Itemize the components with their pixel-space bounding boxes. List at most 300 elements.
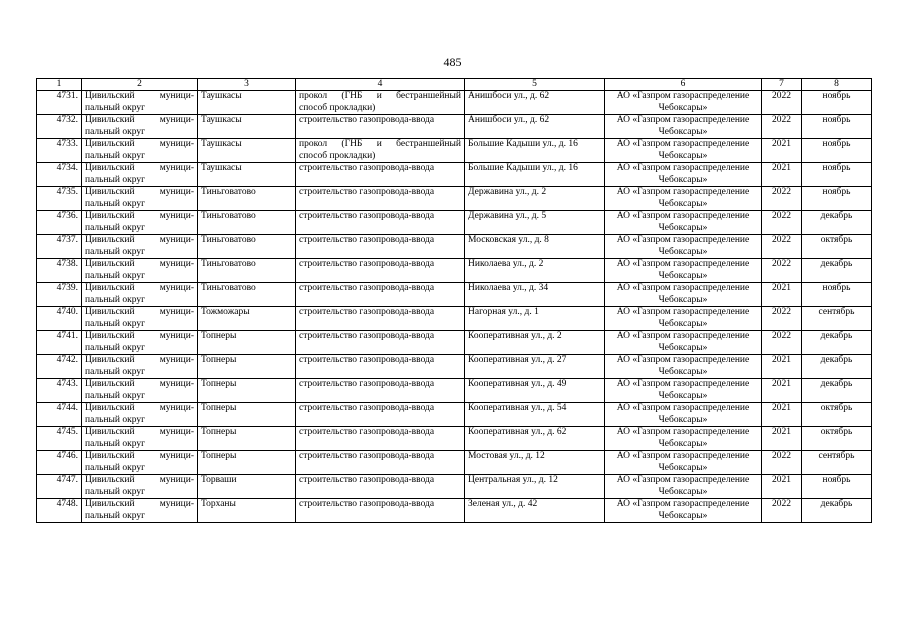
month: октябрь — [820, 427, 853, 437]
column-header: 1 — [37, 79, 82, 91]
district-line-1: Цивильский муници- — [85, 235, 194, 245]
work-type-line-1: строительство газопровода-ввода — [299, 331, 435, 341]
village-name: Топнеры — [201, 451, 237, 461]
page-number: 485 — [443, 55, 462, 69]
village-name: Топнеры — [201, 427, 237, 437]
year: 2021 — [772, 475, 791, 485]
organization-line-2: Чебоксары» — [658, 486, 708, 497]
organization-line-2: Чебоксары» — [658, 102, 708, 113]
address-cell — [465, 91, 605, 115]
district-line-2: пальный округ — [85, 438, 146, 449]
address-cell — [465, 403, 605, 427]
year-cell — [762, 187, 802, 211]
district-cell — [82, 283, 198, 307]
organization-line-1: АО «Газпром газораспределение — [616, 379, 750, 389]
district-cell — [82, 307, 198, 331]
month: сентябрь — [818, 451, 855, 461]
work-type-line-1: строительство газопровода-ввода — [299, 451, 435, 461]
organization-line-2: Чебоксары» — [658, 174, 708, 185]
month: ноябрь — [822, 187, 851, 197]
address: Зеленая ул., д. 42 — [468, 499, 538, 509]
organization-line-2: Чебоксары» — [658, 414, 708, 425]
district-line-2: пальный округ — [85, 510, 146, 521]
column-header: 4 — [296, 79, 465, 91]
district-line-2: пальный округ — [85, 126, 146, 137]
month-cell — [802, 163, 872, 187]
row-number: 4736. — [56, 211, 78, 221]
month: октябрь — [820, 403, 853, 413]
row-number-cell — [37, 115, 82, 139]
organization-line-1: АО «Газпром газораспределение — [616, 211, 750, 221]
organization-line-2: Чебоксары» — [658, 366, 708, 377]
year: 2021 — [772, 163, 791, 173]
address-cell — [465, 163, 605, 187]
year-cell — [762, 115, 802, 139]
district-cell — [82, 163, 198, 187]
village-cell — [198, 475, 296, 499]
address-cell — [465, 427, 605, 451]
district-line-2: пальный округ — [85, 246, 146, 257]
year: 2022 — [772, 187, 791, 197]
address: Большие Кадыши ул., д. 16 — [468, 139, 578, 149]
organization-line-2: Чебоксары» — [658, 126, 708, 137]
row-number: 4744. — [56, 403, 78, 413]
work-type-cell — [296, 211, 465, 235]
year-cell — [762, 259, 802, 283]
district-cell — [82, 235, 198, 259]
organization-cell — [605, 403, 762, 427]
district-line-2: пальный округ — [85, 486, 146, 497]
year: 2021 — [772, 403, 791, 413]
year-cell — [762, 427, 802, 451]
table-row — [37, 379, 872, 403]
organization-cell — [605, 379, 762, 403]
work-type-line-1: строительство газопровода-ввода — [299, 187, 435, 197]
organization-cell — [605, 91, 762, 115]
address: Кооперативная ул., д. 2 — [468, 331, 562, 341]
table-row — [37, 331, 872, 355]
address-cell — [465, 259, 605, 283]
row-number-cell — [37, 427, 82, 451]
district-line-2: пальный округ — [85, 270, 146, 281]
organization-line-2: Чебоксары» — [658, 510, 708, 521]
district-line-2: пальный округ — [85, 414, 146, 425]
organization-line-1: АО «Газпром газораспределение — [616, 475, 750, 485]
row-number: 4738. — [56, 259, 78, 269]
month-cell — [802, 379, 872, 403]
work-type-line-1: строительство газопровода-ввода — [299, 163, 435, 173]
organization-line-1: АО «Газпром газораспределение — [616, 115, 750, 125]
month: ноябрь — [822, 163, 851, 173]
organization-cell — [605, 259, 762, 283]
district-cell — [82, 115, 198, 139]
row-number-cell — [37, 187, 82, 211]
table-row — [37, 115, 872, 139]
work-type-line-1: строительство газопровода-ввода — [299, 211, 435, 221]
village-cell — [198, 163, 296, 187]
organization-line-2: Чебоксары» — [658, 342, 708, 353]
organization-cell — [605, 139, 762, 163]
year: 2021 — [772, 139, 791, 149]
organization-line-1: АО «Газпром газораспределение — [616, 331, 750, 341]
row-number: 4748. — [56, 499, 78, 509]
month-cell — [802, 427, 872, 451]
month: декабрь — [820, 331, 853, 341]
address: Анишбоси ул., д. 62 — [468, 115, 550, 125]
village-cell — [198, 211, 296, 235]
month: декабрь — [820, 499, 853, 509]
district-line-2: пальный округ — [85, 150, 146, 161]
year: 2022 — [772, 211, 791, 221]
work-type-cell — [296, 259, 465, 283]
year-cell — [762, 403, 802, 427]
district-cell — [82, 451, 198, 475]
address-cell — [465, 283, 605, 307]
address: Кооперативная ул., д. 62 — [468, 427, 567, 437]
month-cell — [802, 139, 872, 163]
month: ноябрь — [822, 115, 851, 125]
work-type-cell — [296, 331, 465, 355]
district-cell — [82, 475, 198, 499]
district-line-1: Цивильский муници- — [85, 379, 194, 389]
district-line-1: Цивильский муници- — [85, 355, 194, 365]
month-cell — [802, 211, 872, 235]
village-name: Тожможары — [201, 307, 250, 317]
address: Кооперативная ул., д. 27 — [468, 355, 567, 365]
month: ноябрь — [822, 283, 851, 293]
work-type-line-1: строительство газопровода-ввода — [299, 427, 435, 437]
row-number: 4746. — [56, 451, 78, 461]
year: 2021 — [772, 427, 791, 437]
row-number: 4739. — [56, 283, 78, 293]
village-name: Топнеры — [201, 355, 237, 365]
address: Державина ул., д. 5 — [468, 211, 547, 221]
work-type-cell — [296, 499, 465, 523]
village-name: Тиньговатово — [201, 187, 256, 197]
row-number: 4741. — [56, 331, 78, 341]
column-header: 5 — [465, 79, 605, 91]
row-number-cell — [37, 475, 82, 499]
village-cell — [198, 91, 296, 115]
work-type-line-1: строительство газопровода-ввода — [299, 307, 435, 317]
table-row — [37, 355, 872, 379]
year: 2022 — [772, 451, 791, 461]
year: 2022 — [772, 307, 791, 317]
work-type-cell — [296, 283, 465, 307]
village-name: Тиньговатово — [201, 235, 256, 245]
district-cell — [82, 91, 198, 115]
table-row — [37, 427, 872, 451]
year-cell — [762, 235, 802, 259]
table-row — [37, 211, 872, 235]
row-number: 4733. — [56, 139, 78, 149]
district-line-1: Цивильский муници- — [85, 451, 194, 461]
row-number-cell — [37, 235, 82, 259]
district-cell — [82, 139, 198, 163]
table-row — [37, 139, 872, 163]
year-cell — [762, 163, 802, 187]
month: декабрь — [820, 259, 853, 269]
month-cell — [802, 283, 872, 307]
organization-cell — [605, 499, 762, 523]
district-line-1: Цивильский муници- — [85, 91, 194, 101]
table-row — [37, 451, 872, 475]
district-line-1: Цивильский муници- — [85, 259, 194, 269]
work-type-line-1: строительство газопровода-ввода — [299, 379, 435, 389]
month-cell — [802, 499, 872, 523]
year: 2022 — [772, 331, 791, 341]
year-cell — [762, 355, 802, 379]
work-type-cell — [296, 91, 465, 115]
district-cell — [82, 499, 198, 523]
year: 2022 — [772, 115, 791, 125]
village-cell — [198, 259, 296, 283]
address: Мостовая ул., д. 12 — [468, 451, 545, 461]
district-line-2: пальный округ — [85, 462, 146, 473]
address-cell — [465, 211, 605, 235]
district-cell — [82, 259, 198, 283]
year-cell — [762, 331, 802, 355]
month: декабрь — [820, 379, 853, 389]
organization-cell — [605, 475, 762, 499]
address-cell — [465, 355, 605, 379]
district-line-2: пальный округ — [85, 198, 146, 209]
village-name: Торханы — [201, 499, 236, 509]
district-line-1: Цивильский муници- — [85, 283, 194, 293]
row-number: 4731. — [56, 91, 78, 101]
work-type-cell — [296, 475, 465, 499]
year-cell — [762, 451, 802, 475]
table-body — [37, 91, 872, 523]
village-cell — [198, 427, 296, 451]
table-row — [37, 283, 872, 307]
year-cell — [762, 211, 802, 235]
table-row — [37, 187, 872, 211]
work-type-line-1: строительство газопровода-ввода — [299, 259, 435, 269]
village-cell — [198, 499, 296, 523]
address-cell — [465, 379, 605, 403]
district-line-1: Цивильский муници- — [85, 139, 194, 149]
organization-line-1: АО «Газпром газораспределение — [616, 307, 750, 317]
organization-cell — [605, 163, 762, 187]
work-type-line-1: прокол (ГНБ и бестраншейный — [299, 91, 461, 101]
district-line-2: пальный округ — [85, 342, 146, 353]
month-cell — [802, 475, 872, 499]
address: Московская ул., д. 8 — [468, 235, 549, 245]
month: октябрь — [820, 235, 853, 245]
row-number-cell — [37, 259, 82, 283]
organization-line-2: Чебоксары» — [658, 270, 708, 281]
month-cell — [802, 403, 872, 427]
work-type-line-2: способ прокладки) — [299, 150, 376, 161]
district-cell — [82, 211, 198, 235]
row-number: 4743. — [56, 379, 78, 389]
village-name: Таушкасы — [201, 91, 242, 101]
month-cell — [802, 451, 872, 475]
work-type-cell — [296, 307, 465, 331]
work-type-line-1: строительство газопровода-ввода — [299, 475, 435, 485]
month: декабрь — [820, 355, 853, 365]
work-type-cell — [296, 427, 465, 451]
month-cell — [802, 307, 872, 331]
district-line-1: Цивильский муници- — [85, 115, 194, 125]
table-row — [37, 259, 872, 283]
organization-line-1: АО «Газпром газораспределение — [616, 139, 750, 149]
village-cell — [198, 379, 296, 403]
address: Анишбоси ул., д. 62 — [468, 91, 550, 101]
village-cell — [198, 283, 296, 307]
column-header: 8 — [802, 79, 872, 91]
address-cell — [465, 307, 605, 331]
organization-cell — [605, 307, 762, 331]
district-line-1: Цивильский муници- — [85, 427, 194, 437]
district-line-1: Цивильский муници- — [85, 307, 194, 317]
work-type-line-1: строительство газопровода-ввода — [299, 235, 435, 245]
row-number: 4742. — [56, 355, 78, 365]
village-cell — [198, 307, 296, 331]
district-line-1: Цивильский муници- — [85, 163, 194, 173]
village-cell — [198, 403, 296, 427]
row-number-cell — [37, 91, 82, 115]
district-line-2: пальный округ — [85, 174, 146, 185]
district-line-2: пальный округ — [85, 294, 146, 305]
work-type-cell — [296, 139, 465, 163]
column-header: 6 — [605, 79, 762, 91]
village-cell — [198, 331, 296, 355]
address-cell — [465, 187, 605, 211]
row-number-cell — [37, 163, 82, 187]
district-cell — [82, 355, 198, 379]
organization-line-2: Чебоксары» — [658, 462, 708, 473]
village-name: Топнеры — [201, 379, 237, 389]
work-type-cell — [296, 235, 465, 259]
organization-line-1: АО «Газпром газораспределение — [616, 163, 750, 173]
table-header-row — [37, 79, 872, 91]
work-type-line-1: строительство газопровода-ввода — [299, 403, 435, 413]
year: 2022 — [772, 235, 791, 245]
organization-line-2: Чебоксары» — [658, 222, 708, 233]
district-line-2: пальный округ — [85, 318, 146, 329]
district-cell — [82, 187, 198, 211]
year-cell — [762, 283, 802, 307]
row-number-cell — [37, 283, 82, 307]
work-type-cell — [296, 355, 465, 379]
work-type-cell — [296, 379, 465, 403]
row-number-cell — [37, 451, 82, 475]
village-cell — [198, 187, 296, 211]
village-cell — [198, 115, 296, 139]
year: 2022 — [772, 499, 791, 509]
address-cell — [465, 331, 605, 355]
organization-line-2: Чебоксары» — [658, 198, 708, 209]
organization-line-1: АО «Газпром газораспределение — [616, 403, 750, 413]
village-name: Топнеры — [201, 331, 237, 341]
work-type-cell — [296, 163, 465, 187]
row-number: 4740. — [56, 307, 78, 317]
organization-line-1: АО «Газпром газораспределение — [616, 451, 750, 461]
table-row — [37, 235, 872, 259]
year: 2021 — [772, 283, 791, 293]
address: Большие Кадыши ул., д. 16 — [468, 163, 578, 173]
row-number: 4734. — [56, 163, 78, 173]
work-type-cell — [296, 187, 465, 211]
year-cell — [762, 139, 802, 163]
district-cell — [82, 379, 198, 403]
organization-cell — [605, 355, 762, 379]
year-cell — [762, 475, 802, 499]
month: ноябрь — [822, 139, 851, 149]
column-header: 7 — [762, 79, 802, 91]
row-number-cell — [37, 211, 82, 235]
organization-cell — [605, 451, 762, 475]
work-type-cell — [296, 115, 465, 139]
work-type-cell — [296, 403, 465, 427]
address: Нагорная ул., д. 1 — [468, 307, 539, 317]
district-line-1: Цивильский муници- — [85, 403, 194, 413]
gas-pipeline-table — [36, 78, 872, 523]
year-cell — [762, 91, 802, 115]
village-name: Таушкасы — [201, 139, 242, 149]
row-number: 4737. — [56, 235, 78, 245]
village-cell — [198, 139, 296, 163]
district-line-2: пальный округ — [85, 366, 146, 377]
organization-line-1: АО «Газпром газораспределение — [616, 259, 750, 269]
district-line-2: пальный округ — [85, 102, 146, 113]
organization-line-1: АО «Газпром газораспределение — [616, 235, 750, 245]
village-name: Тиньговатово — [201, 283, 256, 293]
month-cell — [802, 187, 872, 211]
village-cell — [198, 451, 296, 475]
address-cell — [465, 115, 605, 139]
village-name: Тиньговатово — [201, 211, 256, 221]
village-cell — [198, 355, 296, 379]
village-cell — [198, 235, 296, 259]
year: 2021 — [772, 355, 791, 365]
organization-cell — [605, 235, 762, 259]
month: декабрь — [820, 211, 853, 221]
year: 2022 — [772, 259, 791, 269]
column-header: 3 — [198, 79, 296, 91]
row-number-cell — [37, 139, 82, 163]
address-cell — [465, 139, 605, 163]
organization-line-2: Чебоксары» — [658, 246, 708, 257]
address: Николаева ул., д. 2 — [468, 259, 544, 269]
row-number-cell — [37, 355, 82, 379]
district-line-2: пальный округ — [85, 222, 146, 233]
address-cell — [465, 235, 605, 259]
district-cell — [82, 427, 198, 451]
district-line-1: Цивильский муници- — [85, 211, 194, 221]
organization-cell — [605, 331, 762, 355]
row-number-cell — [37, 307, 82, 331]
row-number: 4747. — [56, 475, 78, 485]
year: 2022 — [772, 91, 791, 101]
table-row — [37, 307, 872, 331]
table-row — [37, 163, 872, 187]
month-cell — [802, 355, 872, 379]
organization-line-1: АО «Газпром газораспределение — [616, 187, 750, 197]
address: Центральная ул., д. 12 — [468, 475, 558, 485]
table-row — [37, 91, 872, 115]
table-row — [37, 403, 872, 427]
organization-line-1: АО «Газпром газораспределение — [616, 427, 750, 437]
year: 2021 — [772, 379, 791, 389]
month: ноябрь — [822, 91, 851, 101]
village-name: Топнеры — [201, 403, 237, 413]
village-name: Таушкасы — [201, 115, 242, 125]
row-number: 4732. — [56, 115, 78, 125]
table-row — [37, 475, 872, 499]
